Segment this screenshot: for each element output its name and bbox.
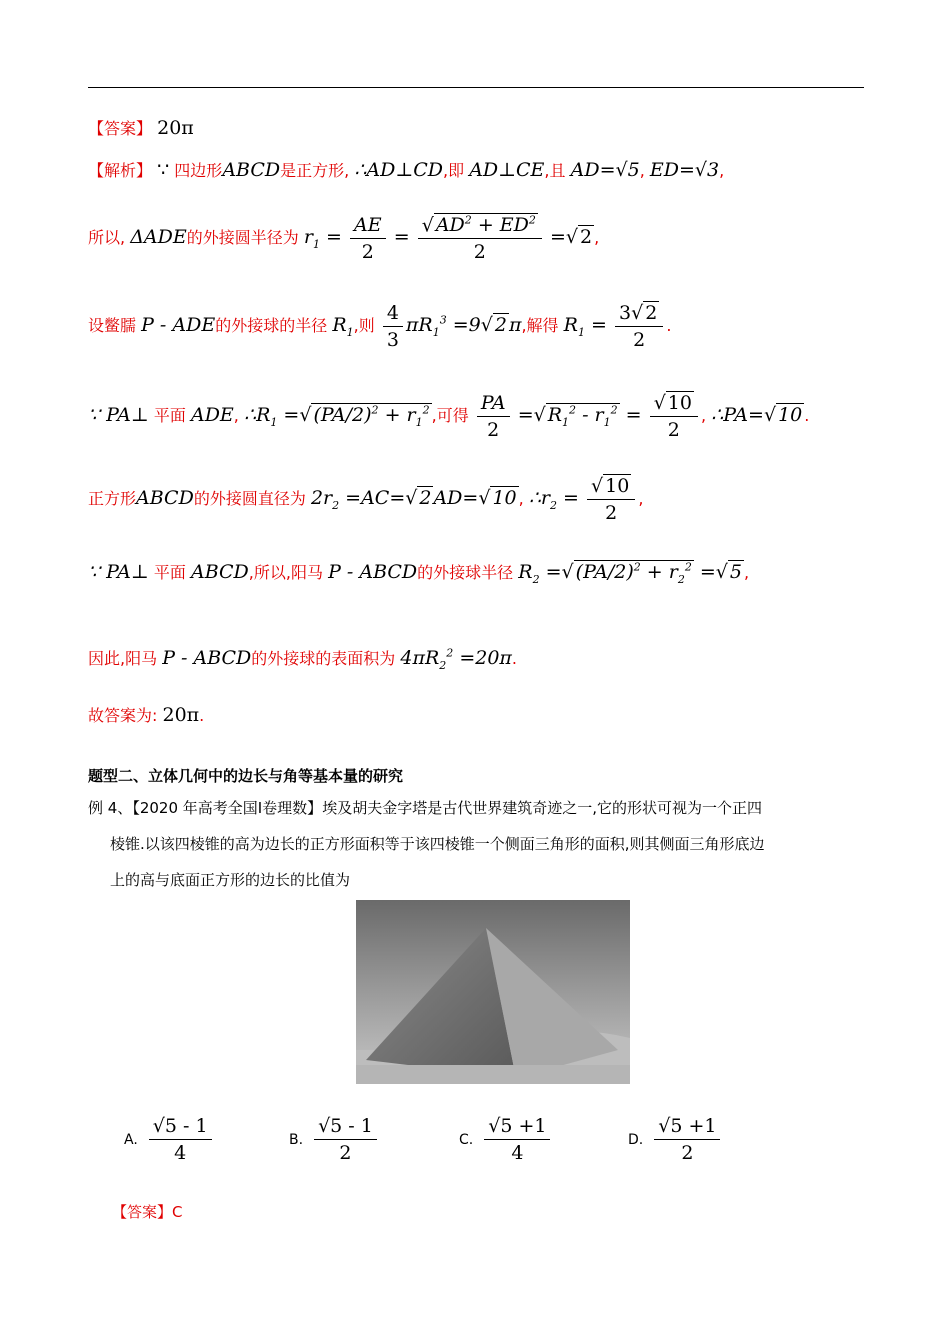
text: 四边形 bbox=[174, 161, 223, 180]
fraction: $\frac{AE}{2}$ bbox=[350, 214, 386, 263]
analysis-tag: 【解析】 bbox=[88, 161, 153, 180]
math-expr: AD=√5 bbox=[570, 159, 640, 181]
option-denominator: 2 bbox=[339, 1142, 352, 1164]
analysis-line-7: 因此,阳马 P - ABCD的外接球的表面积为 $4\pi R_2^2 =20\pi$. bbox=[88, 646, 517, 672]
math-expr: ∴AD⊥CD bbox=[354, 159, 443, 181]
option-fraction bbox=[149, 1115, 212, 1164]
math-plane: ABCD bbox=[190, 561, 249, 583]
answer-2-line bbox=[112, 1201, 183, 1222]
option-c[interactable] bbox=[459, 1115, 553, 1164]
math-triangle: ΔADE bbox=[130, 226, 187, 249]
option-denominator: 4 bbox=[511, 1142, 524, 1164]
text: 平面 bbox=[153, 406, 186, 425]
fraction: $\frac{4}{3}$ bbox=[383, 302, 403, 351]
option-numerator: √5 +1 bbox=[654, 1115, 720, 1140]
text: 的外接圆直径为 bbox=[193, 489, 306, 508]
option-denominator: 4 bbox=[174, 1142, 187, 1164]
answer-line bbox=[88, 116, 194, 139]
math-expr: ED=√3 bbox=[649, 159, 720, 181]
option-label: C. bbox=[459, 1131, 474, 1148]
option-a[interactable] bbox=[124, 1115, 215, 1164]
math-formula: $r_1$ = bbox=[303, 226, 342, 251]
text: 故答案为: bbox=[88, 706, 158, 725]
example-paragraph bbox=[88, 790, 868, 898]
option-b[interactable] bbox=[289, 1115, 380, 1164]
text: ,解得 bbox=[521, 316, 559, 335]
math-name: P - ABCD bbox=[162, 647, 252, 669]
option-denominator: 2 bbox=[681, 1142, 694, 1164]
answer-value: 20π bbox=[157, 117, 194, 139]
math-abcd: ABCD bbox=[136, 487, 194, 509]
math-symbol: $R_1$ bbox=[332, 314, 354, 339]
fraction: $\frac{√ AD^2 + ED^2}{2}$ bbox=[418, 214, 542, 263]
analysis-line-2: 所以, ΔADE的外接圆半径为 $r_1$ = $\frac{AE}{2}$ = $\frac{√ AD^2 + ED^2}{2}$ =√ 2 , bbox=[88, 214, 600, 264]
analysis-line-4: ∵ PA⊥ 平面 ADE, $\therefore R_1$ =√ $(PA/2)^2 + r_1^2$ ,可得 $\frac{PA}{2}$ =√ $R_1^2 - r_1^2$ = $\frac{√ 10}{2}$ , ∴PA=√ 10 . bbox=[88, 392, 810, 441]
text: 所以, bbox=[88, 228, 126, 248]
final-value: 20π bbox=[162, 704, 200, 726]
pyramid-image bbox=[356, 900, 630, 1084]
text: ,且 bbox=[544, 161, 566, 180]
answer-tag: 【答案】 bbox=[112, 1203, 173, 1221]
text: 因此,阳马 bbox=[88, 649, 158, 668]
analysis-line-6: ∵ PA⊥ 平面 ABCD,所以,阳马 P - ABCD的外接球半径 $R_2$ =√ $(PA/2)^2 + r_2^2$ =√ 5 , bbox=[88, 560, 750, 586]
text: 正方形 bbox=[88, 489, 137, 508]
analysis-line-1: 【解析】 ∵ 四边形ABCD是正方形, ∴AD⊥CD,即 AD⊥CE,且 AD=√5, ED=√3, bbox=[88, 159, 725, 181]
text: 的外接球的半径 bbox=[215, 316, 328, 335]
option-d[interactable] bbox=[628, 1115, 723, 1164]
text: 设鳖臑 bbox=[88, 316, 137, 335]
text: ,可得 bbox=[431, 406, 469, 425]
answer-tag: 【答案】 bbox=[88, 119, 153, 138]
option-numerator: √5 - 1 bbox=[314, 1115, 377, 1140]
math-name: P - ADE bbox=[141, 314, 216, 336]
text: 的外接球的表面积为 bbox=[251, 649, 396, 668]
text: ,所以,阳马 bbox=[248, 563, 323, 582]
text: 的外接球半径 bbox=[417, 563, 514, 582]
analysis-line-5: 正方形ABCD的外接圆直径为 $2r_2 =AC=√$ 2 AD=√ 10 , $\therefore r_2$ = $\frac{√ 10}{2}$ , bbox=[88, 475, 644, 524]
fraction: $\frac{3√ 2}{2}$ bbox=[615, 302, 663, 351]
math-expr: AD⊥CE bbox=[469, 159, 545, 181]
option-fraction bbox=[484, 1115, 550, 1164]
answer-value: C bbox=[172, 1203, 183, 1221]
text: ,即 bbox=[443, 161, 465, 180]
text: 平面 bbox=[153, 563, 186, 582]
math-abcd: ABCD bbox=[222, 159, 281, 181]
example-text: 棱锥.以该四棱锥的高为边长的正方形面积等于该四棱锥一个侧面三角形的面积,则其侧面三角形底边 bbox=[110, 835, 765, 853]
header-rule bbox=[88, 87, 864, 88]
option-fraction bbox=[314, 1115, 377, 1164]
option-label: B. bbox=[289, 1131, 304, 1148]
math-name: P - ABCD bbox=[328, 561, 418, 583]
text: ,则 bbox=[353, 316, 375, 335]
example-prefix: 例 4、 bbox=[88, 799, 133, 817]
analysis-line-3: 设鳖臑 P - ADE的外接球的半径 $R_1$,则 $\frac{4}{3}$ $\pi R_1^3 =9√$ 2 π,解得 $R_1$ = $\frac{3√ 2}{2}$ . bbox=[88, 302, 672, 351]
math-plane: ADE bbox=[190, 404, 234, 426]
text: 的外接圆半径为 bbox=[186, 228, 299, 248]
section-heading: 题型二、立体几何中的边长与角等基本量的研究 bbox=[88, 767, 404, 785]
fraction: $\frac{PA}{2}$ bbox=[477, 392, 510, 441]
example-text: 上的高与底面正方形的边长的比值为 bbox=[110, 871, 351, 889]
example-text: 埃及胡夫金字塔是古代世界建筑奇迹之一,它的形状可视为一个正四 bbox=[322, 799, 762, 817]
analysis-line-8: 故答案为: 20π. bbox=[88, 704, 205, 726]
option-label: A. bbox=[124, 1131, 138, 1148]
option-fraction bbox=[654, 1115, 720, 1164]
fraction: $\frac{√ 10}{2}$ bbox=[587, 475, 635, 524]
option-numerator: √5 +1 bbox=[484, 1115, 550, 1140]
fraction: $\frac{√ 10}{2}$ bbox=[650, 392, 698, 441]
because-symbol: ∵ bbox=[157, 159, 170, 181]
option-numerator: √5 - 1 bbox=[149, 1115, 212, 1140]
example-source: 【2020 年高考全国Ⅰ卷理数】 bbox=[132, 799, 323, 817]
text: 是正方形, bbox=[280, 161, 350, 180]
option-label: D. bbox=[628, 1131, 644, 1148]
